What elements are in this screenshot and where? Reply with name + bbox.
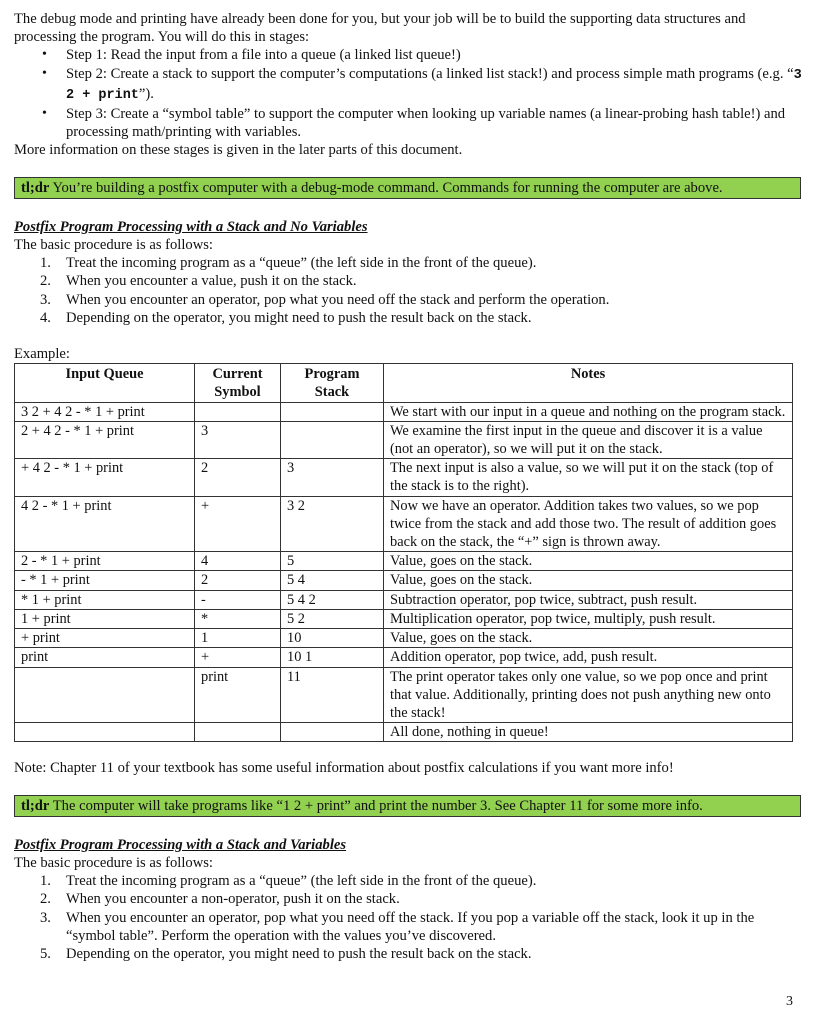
queue-cell: 1 + print	[15, 609, 195, 628]
column-header: Notes	[384, 364, 793, 402]
table-row	[15, 496, 793, 552]
inline-code: 3 2 + print	[66, 67, 802, 103]
symbol-cell: -	[195, 590, 281, 609]
stage-item: • Step 3: Create a “symbol table” to support the computer when looking up variable names (a linear-probing hash table!) and processing math/printing with variables.	[14, 105, 804, 141]
section-heading: Postfix Program Processing with a Stack and No Variables	[14, 218, 368, 235]
symbol-cell: print	[195, 667, 281, 723]
procedure-step: 2. When you encounter a value, push it on the stack.	[40, 273, 357, 290]
notes-cell: All done, nothing in queue!	[384, 723, 793, 742]
stage-item: • Step 2: Create a stack to support the computer’s computations (a linked list stack!) and process simple math programs (e.g. “3 2 + print”).	[14, 65, 804, 105]
procedure-step: 3. When you encounter an operator, pop what you need off the stack and perform the operation.	[40, 291, 610, 308]
stack-cell: 5	[281, 552, 384, 571]
section-intro: The basic procedure is as follows:	[14, 854, 213, 871]
table-row	[15, 421, 793, 458]
symbol-cell: 2	[195, 459, 281, 496]
symbol-cell: 4	[195, 552, 281, 571]
procedure-step: 1. Treat the incoming program as a “queue” (the left side in the front of the queue).	[40, 873, 537, 890]
column-header: Current Symbol	[195, 364, 281, 402]
queue-cell: 2 - * 1 + print	[15, 552, 195, 571]
symbol-cell: +	[195, 496, 281, 552]
notes-cell: The next input is also a value, so we will put it on the stack (top of the stack is to the right).	[384, 459, 793, 496]
stack-cell: 5 4 2	[281, 590, 384, 609]
more-info-text: More information on these stages is given in the later parts of this document.	[14, 142, 463, 159]
notes-cell: Value, goes on the stack.	[384, 552, 793, 571]
notes-cell: We start with our input in a queue and nothing on the program stack.	[384, 402, 793, 421]
symbol-cell	[195, 723, 281, 742]
tldr-box	[14, 795, 801, 817]
stack-cell	[281, 723, 384, 742]
tldr-label: tl;dr	[21, 179, 50, 196]
queue-cell: + print	[15, 629, 195, 648]
table-row	[15, 571, 793, 590]
notes-cell: We examine the first input in the queue and discover it is a value (not an operator), so we will put it on the stack.	[384, 421, 793, 458]
notes-cell: Multiplication operator, pop twice, multiply, push result.	[384, 609, 793, 628]
symbol-cell: *	[195, 609, 281, 628]
notes-cell: Addition operator, pop twice, add, push result.	[384, 648, 793, 667]
table-header-row	[15, 364, 793, 402]
symbol-cell: 1	[195, 629, 281, 648]
tldr-text: The computer will take programs like “1 2 + print” and print the number 3. See Chapter 11 for some more info.	[49, 797, 703, 814]
procedure-step: 1. Treat the incoming program as a “queue” (the left side in the front of the queue).	[40, 255, 537, 272]
stack-cell: 10	[281, 629, 384, 648]
tldr-label: tl;dr	[21, 797, 50, 814]
symbol-cell: +	[195, 648, 281, 667]
chapter-note: Note: Chapter 11 of your textbook has some useful information about postfix calculations if you want more info!	[14, 760, 674, 777]
stage-item: • Step 1: Read the input from a file into a queue (a linked list queue!)	[14, 46, 804, 64]
table-body	[15, 402, 793, 742]
procedure-list	[14, 872, 804, 963]
queue-cell: * 1 + print	[15, 590, 195, 609]
column-header: Input Queue	[15, 364, 195, 402]
table-row	[15, 723, 793, 742]
stack-cell: 5 2	[281, 609, 384, 628]
stack-cell	[281, 402, 384, 421]
tldr-text: You’re building a postfix computer with a debug-mode command. Commands for running the computer are above.	[49, 179, 723, 196]
stack-cell	[281, 421, 384, 458]
tldr-box	[14, 177, 801, 199]
table-row	[15, 459, 793, 496]
example-table	[14, 363, 793, 742]
page-number: 3	[786, 994, 793, 1009]
procedure-step: 5. Depending on the operator, you might need to push the result back on the stack.	[40, 945, 532, 962]
notes-cell: Value, goes on the stack.	[384, 629, 793, 648]
stack-cell: 5 4	[281, 571, 384, 590]
table-row	[15, 629, 793, 648]
queue-cell: print	[15, 648, 195, 667]
stack-cell: 10 1	[281, 648, 384, 667]
queue-cell: 2 + 4 2 - * 1 + print	[15, 421, 195, 458]
queue-cell: - * 1 + print	[15, 571, 195, 590]
example-label: Example:	[14, 346, 70, 363]
column-header: Program Stack	[281, 364, 384, 402]
notes-cell: The print operator takes only one value, so we pop once and print that value. Additionally, printing does not push anything new onto the stack!	[384, 667, 793, 723]
queue-cell	[15, 723, 195, 742]
stack-cell: 3	[281, 459, 384, 496]
procedure-step: 3. When you encounter an operator, pop what you need off the stack. If you pop a variable off the stack, look it up in the “symbol table”. Perform the operation with the values you’ve discovered.	[40, 909, 755, 944]
intro-paragraph: The debug mode and printing have already been done for you, but your job will be to build the supporting data structures and processing the program. You will do this in stages:	[14, 11, 746, 46]
symbol-cell: 2	[195, 571, 281, 590]
stage-list	[14, 46, 804, 141]
document-page	[14, 10, 804, 963]
queue-cell: 4 2 - * 1 + print	[15, 496, 195, 552]
notes-cell: Subtraction operator, pop twice, subtract, push result.	[384, 590, 793, 609]
table-row	[15, 667, 793, 723]
table-row	[15, 609, 793, 628]
symbol-cell: 3	[195, 421, 281, 458]
stack-cell: 11	[281, 667, 384, 723]
procedure-list	[14, 254, 804, 327]
section-intro: The basic procedure is as follows:	[14, 237, 213, 254]
procedure-step: 2. When you encounter a non-operator, push it on the stack.	[40, 891, 400, 908]
table-row	[15, 552, 793, 571]
table-row	[15, 648, 793, 667]
procedure-step: 4. Depending on the operator, you might need to push the result back on the stack.	[40, 309, 532, 326]
table-row	[15, 590, 793, 609]
stack-cell: 3 2	[281, 496, 384, 552]
queue-cell: + 4 2 - * 1 + print	[15, 459, 195, 496]
queue-cell: 3 2 + 4 2 - * 1 + print	[15, 402, 195, 421]
table-row	[15, 402, 793, 421]
section-heading: Postfix Program Processing with a Stack and Variables	[14, 836, 347, 853]
symbol-cell	[195, 402, 281, 421]
notes-cell: Now we have an operator. Addition takes two values, so we pop twice from the stack and add those two. The result of addition goes back on the stack, the “+” sign is thrown away.	[384, 496, 793, 552]
notes-cell: Value, goes on the stack.	[384, 571, 793, 590]
queue-cell	[15, 667, 195, 723]
